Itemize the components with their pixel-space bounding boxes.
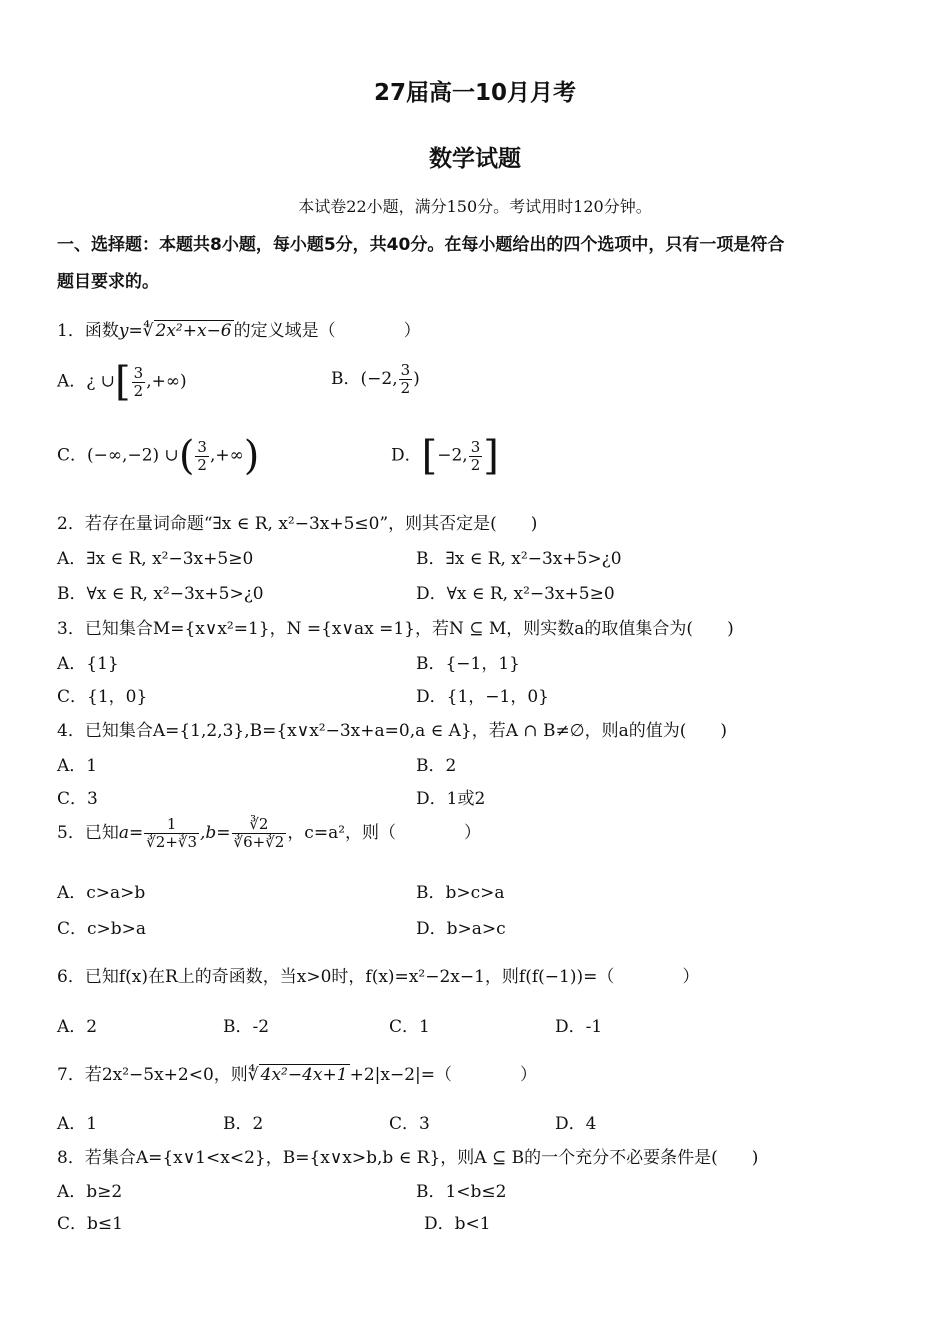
q6-option-c[interactable]: C．1 — [389, 1017, 430, 1037]
q2-option-a[interactable]: A．∃x ∈ R, x²−3x+5≥0 — [57, 549, 254, 569]
q3-option-b[interactable]: B．{−1，1} — [416, 654, 521, 674]
q8-option-a[interactable]: A．b≥2 — [57, 1182, 123, 1202]
q7-option-a[interactable]: A．1 — [57, 1114, 98, 1134]
q8-stem: 8．若集合A={x∨1<x<2}，B={x∨x>b,b ∈ R}，则A ⊆ B的一个充分不必要条件是( ) — [57, 1148, 759, 1168]
section-heading-line1: 一、选择题：本题共8小题，每小题5分，共40分。在每小题给出的四个选项中，只有一项是符合 — [57, 235, 785, 255]
q1-option-a[interactable]: A．¿ ∪[ $\frac{3}{2}$ ,+∞) — [57, 359, 187, 405]
q1-stem: 1．函数y=∜ 2x²+x−6 的定义域是（ ） — [57, 321, 421, 341]
q2-stem: 2．若存在量词命题“∃x ∈ R, x²−3x+5≤0”，则其否定是( ) — [57, 514, 538, 534]
q6-option-b[interactable]: B．-2 — [223, 1017, 270, 1037]
q6-option-a[interactable]: A．2 — [57, 1017, 98, 1037]
q3-option-c[interactable]: C．{1，0} — [57, 687, 148, 707]
q3-stem: 3．已知集合M={x∨x²=1}，N ={x∨ax =1}，若N ⊆ M，则实数a的取值集合为( ) — [57, 619, 734, 639]
q6-stem: 6．已知f(x)在R上的奇函数，当x>0时，f(x)=x²−2x−1，则f(f(−1))=（ ） — [57, 967, 700, 987]
q7-option-d[interactable]: D．4 — [555, 1114, 597, 1134]
q5-option-d[interactable]: D．b>a>c — [416, 919, 506, 939]
q1-option-c[interactable]: C．(−∞,−2) ∪( $\frac{3}{2}$ ,+∞) — [57, 433, 260, 479]
exam-note: 本试卷22小题，满分150分。考试用时120分钟。 — [298, 197, 652, 216]
q1-option-d[interactable]: D．[−2, $\frac{3}{2}$ ] — [391, 433, 499, 479]
q2-option-c[interactable]: B．∀x ∈ R, x²−3x+5>¿0 — [57, 584, 264, 604]
q8-option-d[interactable]: D．b<1 — [424, 1214, 491, 1234]
q3-option-a[interactable]: A．{1} — [57, 654, 119, 674]
q4-option-b[interactable]: B．2 — [416, 756, 457, 776]
q5-option-a[interactable]: A．c>a>b — [57, 883, 146, 903]
q4-option-d[interactable]: D．1或2 — [416, 789, 486, 809]
page-subtitle: 数学试题 — [429, 146, 521, 172]
q5-option-b[interactable]: B．b>c>a — [416, 883, 505, 903]
q8-option-c[interactable]: C．b≤1 — [57, 1214, 123, 1234]
q5-option-c[interactable]: C．c>b>a — [57, 919, 147, 939]
q8-option-b[interactable]: B．1<b≤2 — [416, 1182, 507, 1202]
page-title: 27届高一10月月考 — [373, 80, 576, 106]
q1-option-b[interactable]: B．(−2, $\frac{3}{2}$ ) — [331, 361, 420, 397]
q4-stem: 4．已知集合A={1,2,3},B={x∨x²−3x+a=0,a ∈ A}，若A ∩ B≠∅，则a的值为( ) — [57, 721, 727, 741]
q2-option-b[interactable]: B．∃x ∈ R, x²−3x+5>¿0 — [416, 549, 622, 569]
section-heading-line2: 题目要求的。 — [57, 272, 159, 292]
q7-option-b[interactable]: B．2 — [223, 1114, 264, 1134]
q4-option-c[interactable]: C．3 — [57, 789, 98, 809]
q6-option-d[interactable]: D．-1 — [555, 1017, 603, 1037]
q7-stem: 7．若2x²−5x+2<0，则∜ 4x²−4x+1 +2|x−2|=（ ） — [57, 1065, 537, 1085]
q5-stem: 5．已知a= $\frac{1}{∛2+∛3}$ ,b= $\frac{∛2}{∛6+∛2}$ ，c=a²，则（ ） — [57, 815, 482, 851]
q4-option-a[interactable]: A．1 — [57, 756, 98, 776]
q2-option-d[interactable]: D．∀x ∈ R, x²−3x+5≥0 — [416, 584, 615, 604]
q7-option-c[interactable]: C．3 — [389, 1114, 430, 1134]
q3-option-d[interactable]: D．{1，−1，0} — [416, 687, 549, 707]
